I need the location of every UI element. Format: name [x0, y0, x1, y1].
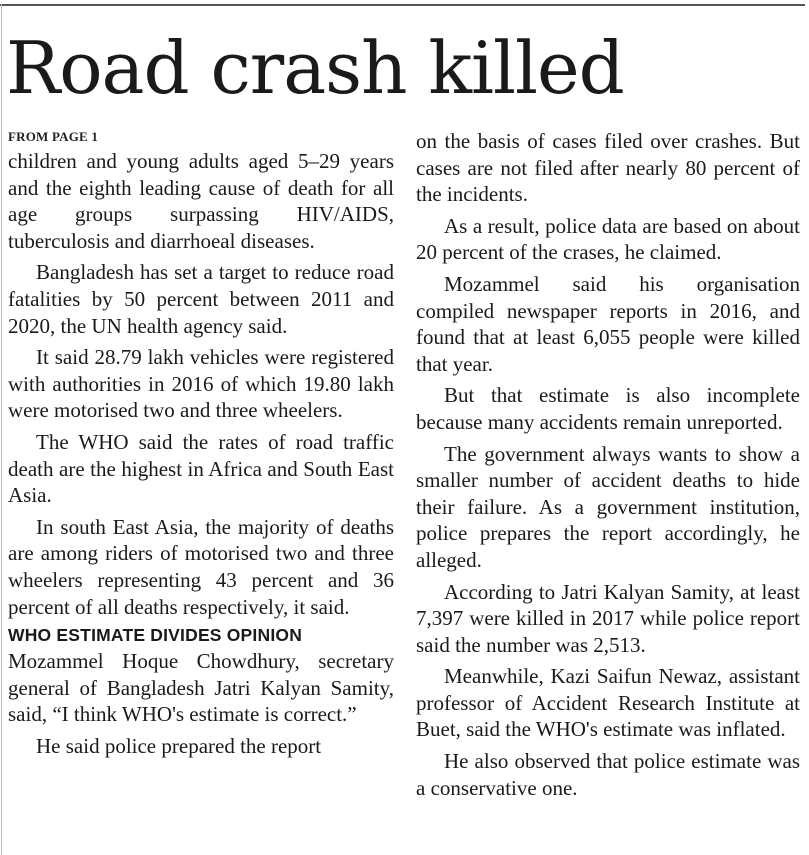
- top-rule: [0, 4, 805, 6]
- right-column: [416, 128, 800, 801]
- headline: Road crash killed: [6, 26, 624, 110]
- paragraph: According to Jatri Kalyan Samity, at least 7,397 were killed in 2017 while police report said the number was 2,513.: [416, 579, 800, 657]
- paragraph: children and young adults aged 5–29 years and the eighth leading cause of death for all age groups surpassing HIV/AIDS, tuberculosis and diarrhoeal diseases.: [8, 149, 394, 253]
- left-column: [8, 128, 394, 759]
- paragraph: on the basis of cases filed over crashes. But cases are not filed after nearly 80 percent of the incidents.: [416, 129, 800, 207]
- paragraph: He said police prepared the report: [36, 733, 322, 758]
- paragraph: It said 28.79 lakh vehicles were registered with authorities in 2016 of which 19.80 lakh were motorised two and three wheelers.: [8, 345, 394, 423]
- paragraph: Mozammel said his organisation compiled newspaper reports in 2016, and found that at least 6,055 people were killed that year.: [416, 271, 800, 376]
- paragraph: Mozammel Hoque Chowdhury, secretary general of Bangladesh Jatri Kalyan Samity, said, “I think WHO's estimate is correct.”: [8, 649, 394, 727]
- paragraph: Meanwhile, Kazi Saifun Newaz, assistant professor of Accident Research Institute at Buet, said the WHO's estimate was inflated.: [416, 664, 800, 742]
- paragraph: Bangladesh has set a target to reduce road fatalities by 50 percent between 2011 and 2020, the UN health agency said.: [8, 260, 394, 338]
- subheading: WHO ESTIMATE DIVIDES OPINION: [8, 625, 303, 646]
- paragraph: The WHO said the rates of road traffic death are the highest in Africa and South East Asia.: [8, 429, 394, 508]
- paragraph: The government always wants to show a smaller number of accident deaths to hide their failure. As a government institution, police prepares the report accordingly, he alleged.: [416, 441, 800, 572]
- paragraph: But that estimate is also incomplete because many accidents remain unreported.: [416, 383, 800, 434]
- kicker-from-page: FROM PAGE 1: [8, 129, 99, 144]
- paragraph: He also observed that police estimate was a conservative one.: [416, 749, 800, 800]
- paragraph: As a result, police data are based on about 20 percent of the crases, he claimed.: [416, 213, 800, 265]
- paragraph: In south East Asia, the majority of deaths are among riders of motorised two and three wheelers representing 43 percent and 36 percent of all deaths respectively, it said.: [8, 514, 394, 619]
- left-column-rule: [1, 4, 2, 855]
